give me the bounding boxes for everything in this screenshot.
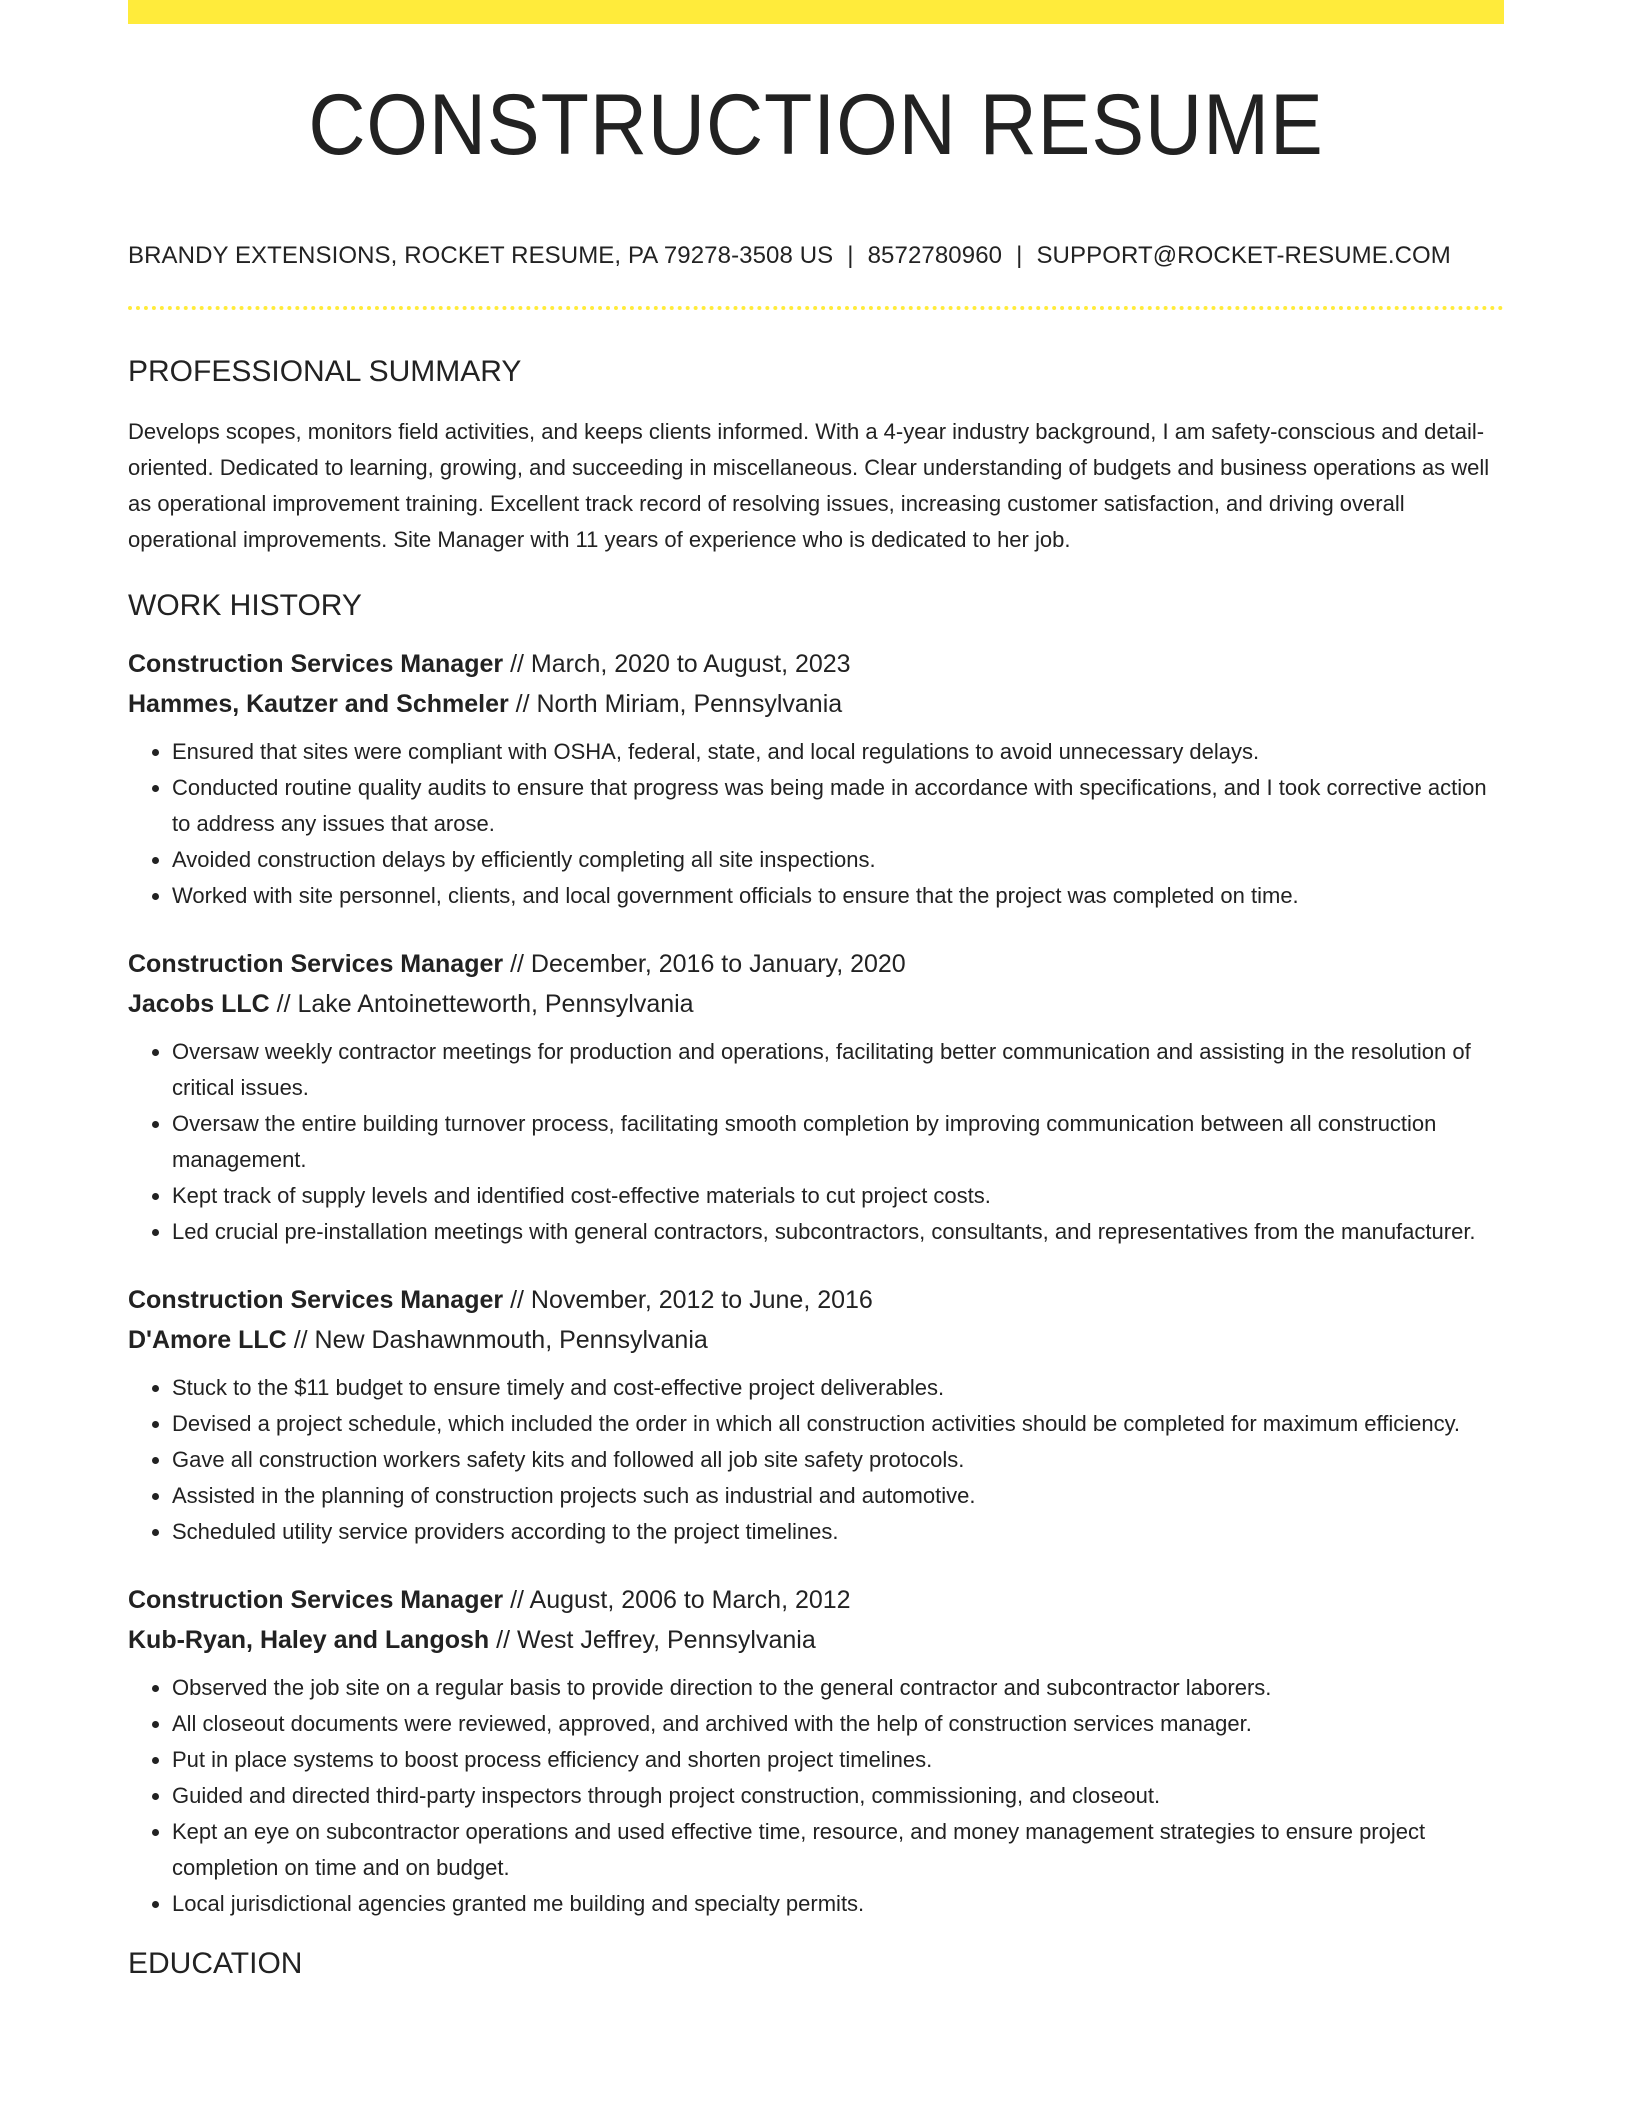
- dotted-divider: [128, 306, 1504, 310]
- job-company-line: [128, 1320, 1504, 1360]
- resume-title: CONSTRUCTION RESUME: [308, 77, 1324, 173]
- job-company: Jacobs LLC: [128, 990, 270, 1018]
- duty-item: • Gave all construction workers safety kits and followed all job site safety protocols.: [172, 1442, 1504, 1478]
- duty-item: • Observed the job site on a regular basis to provide direction to the general contractor and subcontractor laborers.: [172, 1670, 1504, 1706]
- duty-item: • Oversaw the entire building turnover process, facilitating smooth completion by improving communication between all construction management.: [172, 1106, 1504, 1178]
- duty-item: • Avoided construction delays by efficiently completing all site inspections.: [172, 842, 1504, 878]
- job-location: // New Dashawnmouth, Pennsylvania: [293, 1326, 708, 1354]
- duty-item: • Ensured that sites were compliant with OSHA, federal, state, and local regulations to avoid unnecessary delays.: [172, 734, 1504, 770]
- work-history-heading: WORK HISTORY: [128, 589, 362, 622]
- duty-item: • Conducted routine quality audits to ensure that progress was being made in accordance with specifications, and I took corrective action to address any issues that arose.: [172, 770, 1504, 842]
- job-company: D'Amore LLC: [128, 1326, 287, 1354]
- job-dates: // November, 2012 to June, 2016: [510, 1286, 873, 1314]
- resume-page: [128, 0, 1504, 1984]
- job-title-line: [128, 944, 1504, 984]
- duty-item: • Stuck to the $11 budget to ensure timely and cost-effective project deliverables.: [172, 1370, 1504, 1406]
- duty-list: [128, 1370, 1504, 1550]
- job-company-line: [128, 1620, 1504, 1660]
- summary-text: Develops scopes, monitors field activities, and keeps clients informed. With a 4-year industry background, I am safety-conscious and detail-oriented. Dedicated to learning, growing, and succeeding in miscellaneous. Clear understanding of budgets and business operations as well as operational improvement training. Excellent track record of resolving issues, increasing customer satisfaction, and driving overall operational improvements. Site Manager with 11 years of experience who is dedicated to her job.: [128, 419, 1490, 552]
- education-heading: EDUCATION: [128, 1947, 303, 1980]
- job-title: Construction Services Manager: [128, 1286, 504, 1314]
- duty-item: • All closeout documents were reviewed, approved, and archived with the help of construction services manager.: [172, 1706, 1504, 1742]
- contact-address: BRANDY EXTENSIONS, ROCKET RESUME, PA 79278-3508 US: [128, 242, 834, 269]
- duty-item: • Kept track of supply levels and identified cost-effective materials to cut project costs.: [172, 1178, 1504, 1214]
- duty-item: • Put in place systems to boost process efficiency and shorten project timelines.: [172, 1742, 1504, 1778]
- job-company: Kub-Ryan, Haley and Langosh: [128, 1626, 490, 1654]
- job-entry: [128, 944, 1504, 1250]
- job-dates: // December, 2016 to January, 2020: [510, 950, 906, 978]
- top-accent-bar: [128, 0, 1504, 24]
- job-company-line: [128, 984, 1504, 1024]
- job-dates: // March, 2020 to August, 2023: [510, 650, 851, 678]
- job-title-line: [128, 1280, 1504, 1320]
- contact-separator: |: [847, 242, 854, 269]
- job-location: // North Miriam, Pennsylvania: [515, 690, 843, 718]
- job-company: Hammes, Kautzer and Schmeler: [128, 690, 509, 718]
- job-title-line: [128, 1580, 1504, 1620]
- job-title-line: [128, 644, 1504, 684]
- job-entry: [128, 644, 1504, 914]
- contact-line: [128, 240, 1504, 272]
- duty-list: [128, 734, 1504, 914]
- duty-item: • Assisted in the planning of construction projects such as industrial and automotive.: [172, 1478, 1504, 1514]
- job-entry: [128, 1580, 1504, 1922]
- duty-item: • Worked with site personnel, clients, and local government officials to ensure that the project was completed on time.: [172, 878, 1504, 914]
- duty-item: • Local jurisdictional agencies granted me building and specialty permits.: [172, 1886, 1504, 1922]
- duty-item: • Devised a project schedule, which included the order in which all construction activities should be completed for maximum efficiency.: [172, 1406, 1504, 1442]
- job-location: // Lake Antoinetteworth, Pennsylvania: [276, 990, 694, 1018]
- job-location: // West Jeffrey, Pennsylvania: [496, 1626, 816, 1654]
- job-entry: [128, 1280, 1504, 1550]
- job-title: Construction Services Manager: [128, 650, 504, 678]
- duty-item: • Guided and directed third-party inspectors through project construction, commissioning, and closeout.: [172, 1778, 1504, 1814]
- duty-item: • Led crucial pre-installation meetings with general contractors, subcontractors, consultants, and representatives from the manufacturer.: [172, 1214, 1504, 1250]
- duty-item: • Scheduled utility service providers according to the project timelines.: [172, 1514, 1504, 1550]
- contact-separator: |: [1016, 242, 1023, 269]
- duty-item: • Kept an eye on subcontractor operations and used effective time, resource, and money management strategies to ensure project completion on time and on budget.: [172, 1814, 1504, 1886]
- job-company-line: [128, 684, 1504, 724]
- job-dates: // August, 2006 to March, 2012: [510, 1586, 851, 1614]
- duty-item: • Oversaw weekly contractor meetings for production and operations, facilitating better communication and assisting in the resolution of critical issues.: [172, 1034, 1504, 1106]
- job-title: Construction Services Manager: [128, 950, 504, 978]
- duty-list: [128, 1670, 1504, 1922]
- contact-phone[interactable]: 8572780960: [867, 242, 1003, 269]
- duty-list: [128, 1034, 1504, 1250]
- summary-heading: PROFESSIONAL SUMMARY: [128, 355, 522, 388]
- job-title: Construction Services Manager: [128, 1586, 504, 1614]
- contact-email[interactable]: SUPPORT@ROCKET-RESUME.COM: [1036, 242, 1451, 269]
